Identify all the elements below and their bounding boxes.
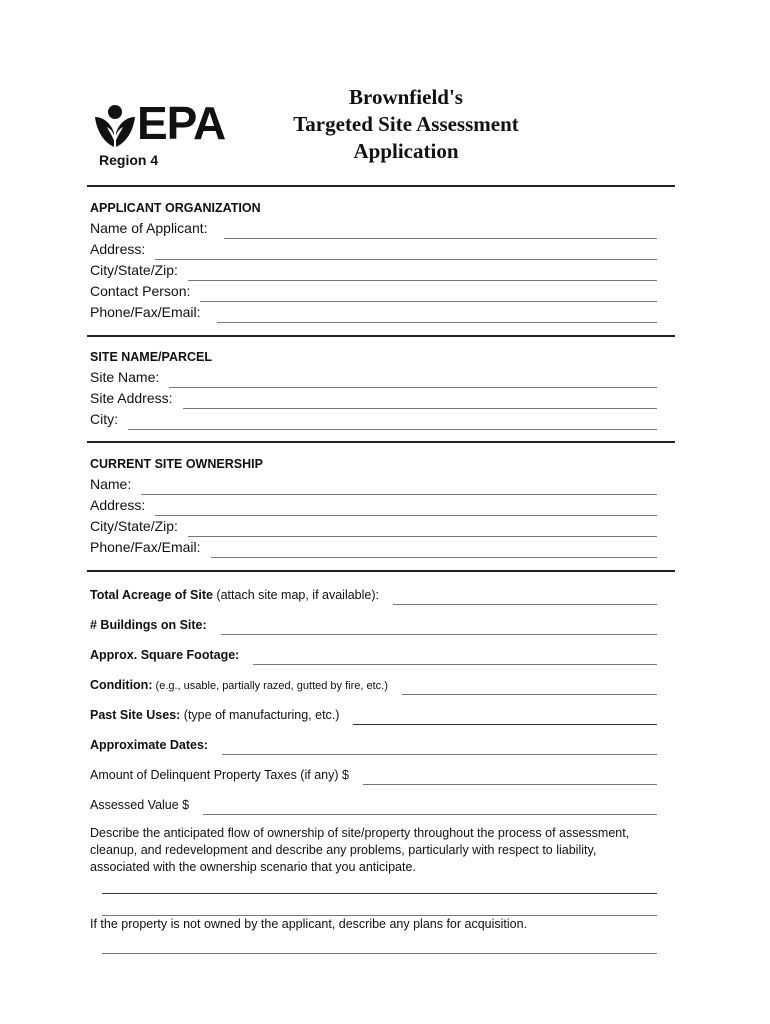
condition-hint: (e.g., usable, partially razed, gutted by fire, etc.) [152, 680, 388, 692]
section-divider [87, 335, 675, 337]
past-uses-hint: (type of manufacturing, etc.) [180, 708, 340, 722]
assessed-label: Assessed Value $ [90, 798, 190, 812]
acquisition-question: If the property is not owned by the applicant, describe any plans for acquisition. [90, 917, 528, 931]
sqft-field[interactable] [90, 644, 657, 662]
epa-logo-text: EPA [137, 97, 226, 149]
taxes-field[interactable] [90, 764, 657, 782]
condition-field[interactable] [90, 674, 657, 692]
site-name-field[interactable]: Site Name: [90, 367, 657, 385]
buildings-label: # Buildings on Site: [90, 618, 207, 632]
applicant-heading: APPLICANT ORGANIZATION [90, 201, 261, 215]
taxes-label: Amount of Delinquent Property Taxes (if any) $ [90, 768, 349, 782]
condition-label: Condition: [90, 678, 153, 692]
acreage-hint: (attach site map, if available): [212, 588, 379, 602]
acreage-field[interactable] [90, 584, 657, 602]
title-line-3: Application [353, 139, 459, 163]
section-divider [87, 185, 675, 187]
title-line-1: Brownfield's [349, 85, 463, 109]
owner-city-field[interactable]: City/State/Zip: [90, 516, 657, 534]
buildings-field[interactable] [90, 614, 657, 632]
section-divider [87, 570, 675, 572]
ownership-flow-question: Describe the anticipated flow of ownership of site/property throughout the process of assessment, cleanup, and redevelopment and describe any problems, particularly with respect to liability, associated with the ownership scenario that you anticipate. [90, 826, 630, 874]
ownership-heading: CURRENT SITE OWNERSHIP [90, 457, 263, 471]
answer-line[interactable] [102, 915, 657, 916]
applicant-phone-field[interactable]: Phone/Fax/Email: [90, 302, 657, 320]
region-label: Region 4 [99, 152, 159, 168]
owner-phone-field[interactable]: Phone/Fax/Email: [90, 537, 657, 555]
section-divider [87, 441, 675, 443]
answer-line[interactable] [102, 893, 657, 894]
acreage-label: Total Acreage of Site [90, 588, 213, 602]
form-title [256, 84, 556, 165]
dates-field[interactable] [90, 734, 657, 752]
dates-label: Approximate Dates: [90, 738, 209, 752]
applicant-contact-field[interactable]: Contact Person: [90, 281, 657, 299]
site-city-field[interactable]: City: [90, 409, 657, 427]
applicant-city-field[interactable]: City/State/Zip: [90, 260, 657, 278]
sqft-label: Approx. Square Footage: [90, 648, 240, 662]
title-line-2: Targeted Site Assessment [293, 112, 519, 136]
applicant-name-field[interactable]: Name of Applicant: [90, 218, 657, 236]
assessed-value-field[interactable] [90, 794, 657, 812]
answer-line[interactable] [102, 953, 657, 954]
applicant-address-field[interactable]: Address: [90, 239, 657, 257]
site-address-field[interactable]: Site Address: [90, 388, 657, 406]
past-uses-field[interactable] [90, 704, 657, 722]
owner-address-field[interactable]: Address: [90, 495, 657, 513]
site-heading: SITE NAME/PARCEL [90, 350, 212, 364]
past-uses-label: Past Site Uses: [90, 708, 181, 722]
owner-name-field[interactable]: Name: [90, 474, 657, 492]
